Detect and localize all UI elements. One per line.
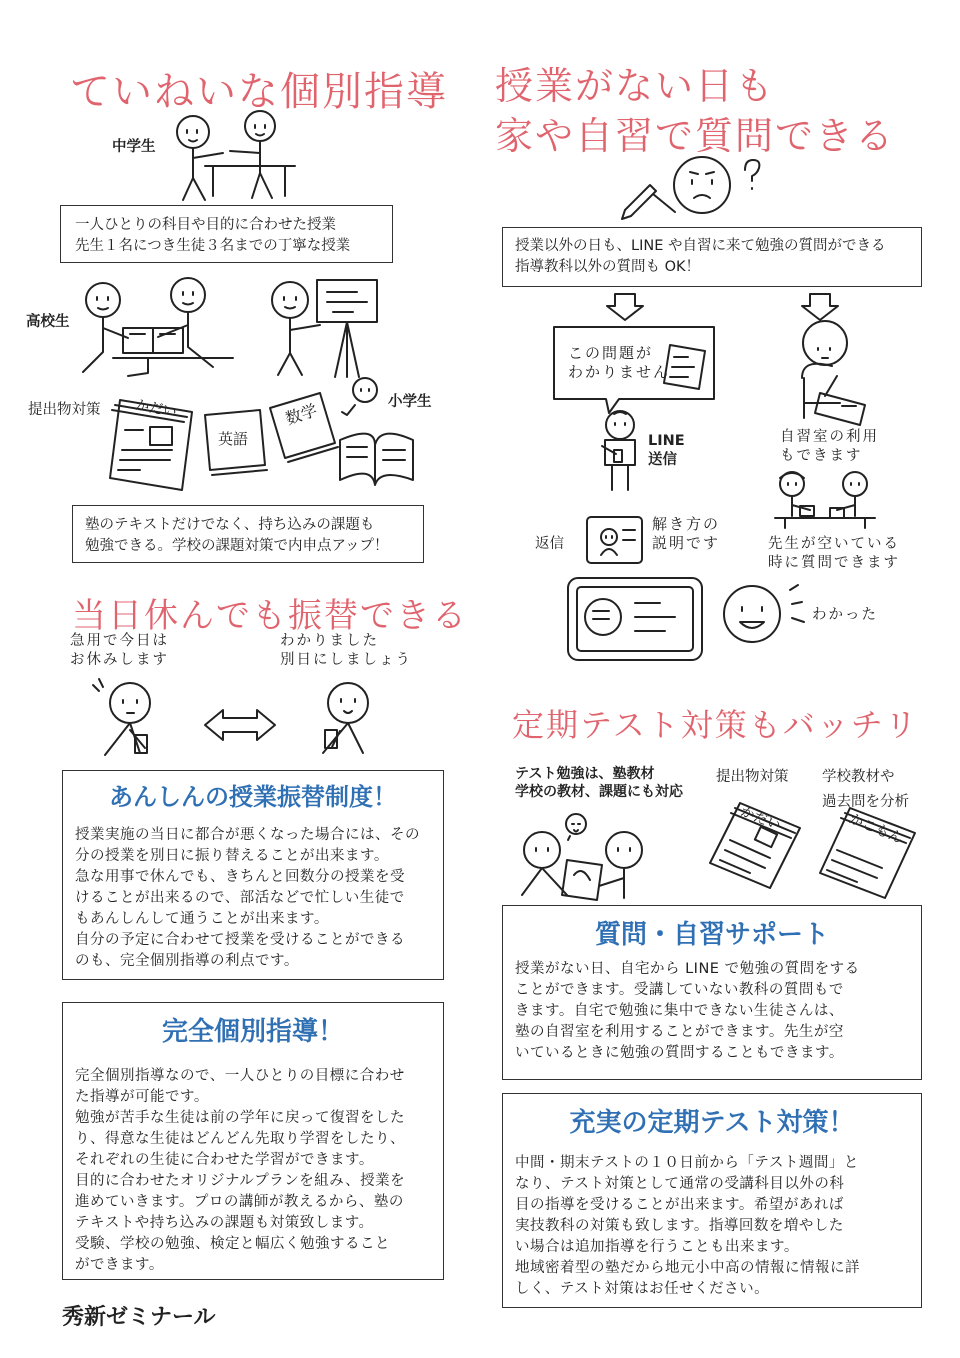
past-exam-paper-label: かこもん [846, 811, 905, 847]
kanzen-line-10: ができます。 [75, 1257, 164, 1273]
juujitsu-line-6: 地域密着型の塾だから地元小中高の情報に情報に詳 [515, 1260, 860, 1276]
speech-absence: 急用で今日は お休みします [70, 633, 169, 668]
line-send-label: LINE 送信 [648, 433, 685, 468]
shitsumon-line-5: いているときに勉強の質問することもできます。 [515, 1045, 844, 1061]
english-book-label: 英語 [218, 430, 249, 448]
kanzen-line-8: テキストや持ち込みの課題も対策致します。 [75, 1215, 374, 1231]
box-no-class-line2: 指導教科以外の質問も OK！ [515, 259, 701, 275]
box-kanzen [62, 1002, 444, 1280]
title-teiki-test: 定期テスト対策もバッチリ [512, 706, 919, 744]
box-shitsumon [502, 905, 922, 1080]
student-phone-illustration [85, 675, 165, 760]
reply-label: 返信 [535, 536, 564, 552]
teacher-phone-illustration [310, 675, 380, 760]
shitsumon-line-3: きます。自宅で勉強に集中できない生徒さんは、 [515, 1003, 844, 1019]
tablet-icon [565, 575, 705, 665]
box-juujitsu [502, 1093, 922, 1308]
juujitsu-line-7: しく、テスト対策はお任せください。 [515, 1281, 770, 1297]
brand-name: 秀新ゼミナール [62, 1305, 216, 1330]
understood-label: わかった [812, 607, 878, 623]
title-teinei: ていねいな個別指導 [70, 69, 448, 115]
explanation-label: 解き方の 説明です [652, 515, 721, 552]
shitsumon-line-1: 授業がない日、自宅から LINE で勉強の質問をする [515, 961, 860, 977]
kanzen-line-5: それぞれの生徒に合わせた学習ができます。 [75, 1152, 374, 1168]
kanzen-line-6: 目的に合わせたオリジナルプランを組み、授業を [75, 1173, 406, 1189]
elementary-illustration [335, 375, 415, 485]
label-teishutsu-right: 提出物対策 [716, 769, 789, 785]
junior-high-illustration [165, 108, 325, 203]
test-study-label: テスト勉強は、塾教材 学校の教材、課題にも対応 [515, 766, 683, 800]
title-no-class-line1: 授業がない日も [495, 64, 776, 108]
kanzen-line-3: 勉強が苦手な生徒は前の学年に戻って復習をした [75, 1110, 405, 1126]
study-room-illustration [770, 470, 880, 530]
anshin-line-7: のも、完全個別指導の利点です。 [75, 953, 299, 969]
box-no-class [502, 227, 922, 287]
box-homework [72, 505, 424, 563]
kanzen-line-2: た指導が可能です。 [75, 1089, 209, 1105]
box-no-class-line1: 授業以外の日も、LINE や自習に来て勉強の質問ができる [515, 238, 886, 254]
down-arrow-left-icon [605, 292, 645, 322]
label-teishutsu-left: 提出物対策 [28, 402, 101, 418]
juujitsu-line-2: なり、テスト対策として通常の受講科目以外の科 [515, 1176, 845, 1192]
kanzen-line-9: 受験、学校の勉強、検定と幅広く勉強すること [75, 1236, 390, 1252]
juujitsu-line-5: い場合は追加指導を行うことも出来ます。 [515, 1239, 799, 1255]
happy-student-illustration [712, 582, 812, 652]
box-individual-line1: 一人ひとりの科目や目的に合わせた授業 [75, 217, 336, 233]
anshin-line-3: 急な用事で休んでも、きちんと回数分の授業を受 [75, 869, 405, 885]
box-homework-line2: 勉強できる。学校の課題対策で内申点アップ！ [85, 538, 389, 554]
label-koukousei: 高校生 [26, 314, 70, 330]
label-shougakusei: 小学生 [388, 394, 432, 410]
self-study-illustration [790, 318, 875, 428]
self-study-label: 自習室の利用 もできます [780, 429, 879, 464]
shitsumon-line-4: 塾の自習室を利用することができます。先生が空 [515, 1024, 844, 1040]
anshin-line-2: 分の授業を別日に振り替えることが出来ます。 [75, 848, 389, 864]
anshin-line-5: もあんしんして通うことが出来ます。 [75, 911, 329, 927]
shitsumon-line-2: ことができます。受講していない教科の質問もで [515, 982, 844, 998]
title-furikae: 当日休んでも振替できる [72, 596, 468, 636]
kanzen-line-4: り、得意な生徒はどんどん先取り学習をしたり、 [75, 1131, 405, 1147]
anshin-line-6: 自分の予定に合わせて授業を受けることができる [75, 932, 405, 948]
title-no-class-line2: 家や自習で質問できる [495, 114, 896, 158]
box-individual-line2: 先生１名につき生徒３名までの丁寧な授業 [75, 238, 351, 254]
teacher-whiteboard-illustration [255, 272, 385, 382]
box-homework-line1: 塾のテキストだけでなく、持ち込みの課題も [85, 517, 375, 533]
homework-sheet-label: かだい [133, 397, 178, 421]
juujitsu-line-1: 中間・期末テストの１０日前から「テスト週間」と [515, 1155, 859, 1171]
juujitsu-heading: 充実の定期テスト対策！ [569, 1108, 855, 1138]
teacher-free-label: 先生が空いている 時に質問できます [768, 536, 900, 571]
label-chugakusei: 中学生 [112, 139, 156, 155]
math-book-icon [260, 388, 335, 468]
speech-reschedule: わかりました 別日にしましょう [280, 633, 412, 668]
kanzen-line-1: 完全個別指導なので、一人ひとりの目標に合わせ [75, 1068, 405, 1084]
exchange-arrow-icon [200, 705, 280, 745]
question-text: この問題が わかりません [568, 344, 671, 381]
math-book-label: 数学 [283, 400, 320, 429]
anshin-line-4: けることが出来るので、部活などで忙しい生徒で [75, 890, 405, 906]
phone-reply-icon [585, 515, 645, 567]
anshin-heading: あんしんの授業振替制度！ [109, 783, 397, 811]
anshin-line-1: 授業実施の当日に都合が悪くなった場合には、その [75, 827, 420, 843]
confused-student-illustration [620, 150, 770, 230]
high-school-illustration [68, 270, 248, 380]
box-individual [60, 205, 393, 263]
juujitsu-line-4: 実技教科の対策も致します。指導回数を増やした [515, 1218, 844, 1234]
line-student-illustration [590, 410, 650, 495]
kanzen-heading: 完全個別指導！ [161, 1017, 344, 1047]
school-materials-label: 学校教材や 過去問を分析 [822, 769, 909, 810]
homework-paper-right-label: かだい [738, 803, 784, 835]
box-anshin [62, 770, 444, 980]
test-prep-illustration [512, 810, 672, 900]
shitsumon-heading: 質問・自習サポート [594, 920, 829, 950]
kanzen-line-7: 進めていきます。プロの講師が教えるから、塾の [75, 1194, 404, 1210]
juujitsu-line-3: 目の指導を受けることが出来ます。希望があれば [515, 1197, 844, 1213]
